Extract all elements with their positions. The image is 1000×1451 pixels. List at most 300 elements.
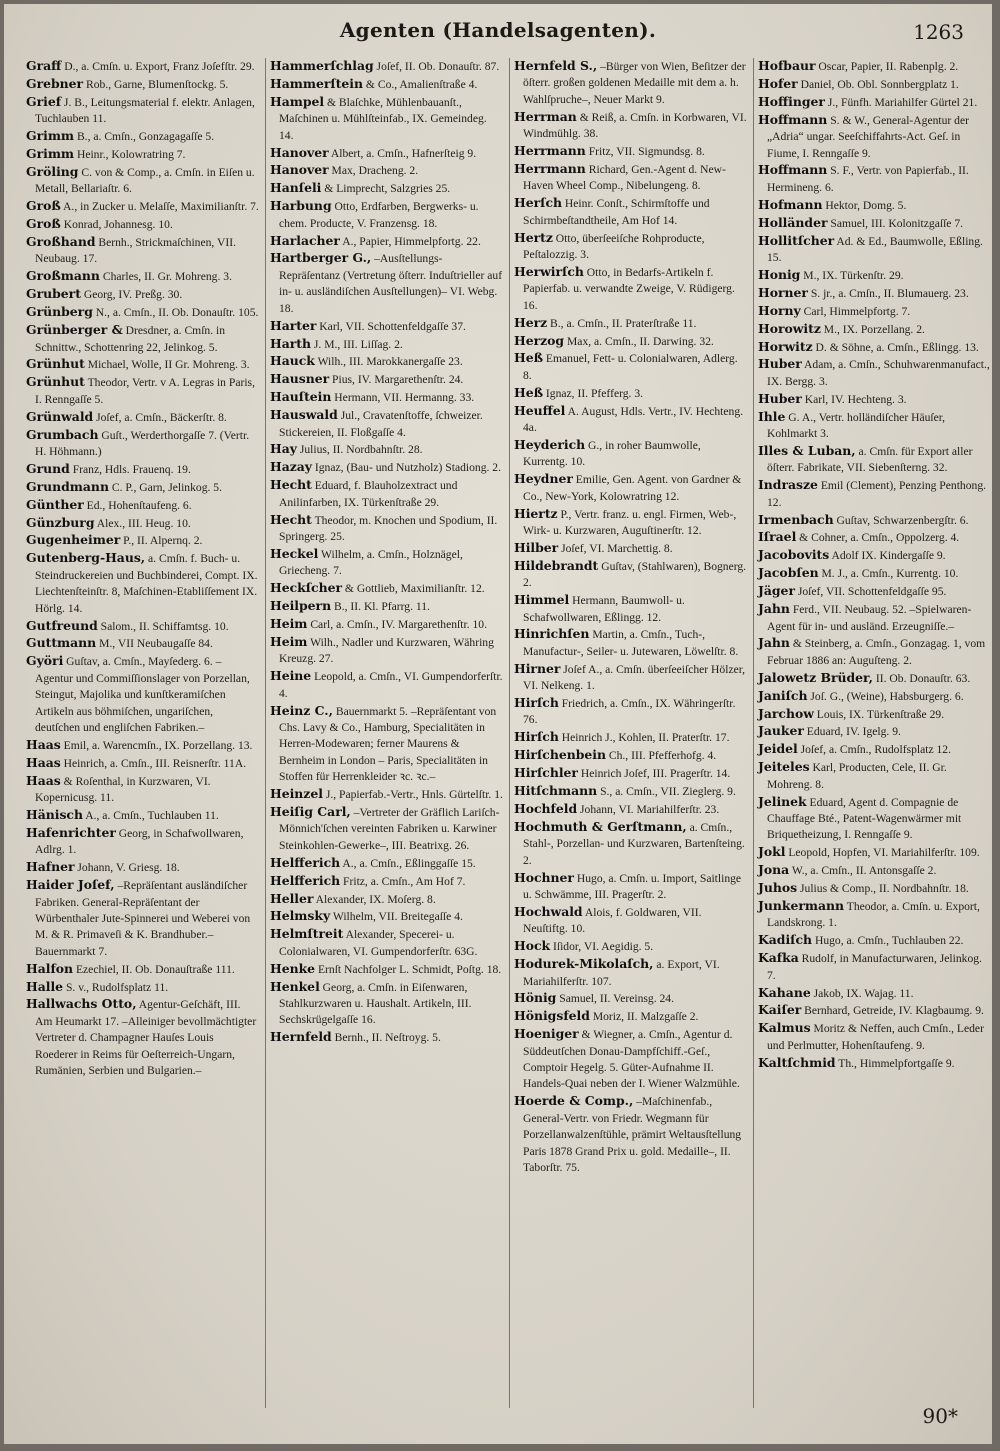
entry-details: P., Vertr. franz. u. engl. Firmen, Web-, Wirk- u. Kurzwaren, Auguſtinerſtr. 12. [523, 507, 737, 537]
directory-entry [758, 880, 991, 897]
directory-entry [758, 512, 991, 529]
entry-details: Joſef, VII. Schottenfeldgaſſe 95. [794, 585, 947, 599]
entry-name: Heckſcher [270, 580, 343, 596]
entry-name: Hönigsfeld [514, 1008, 590, 1024]
entry-details: –Bürger von Wien, Beſitzer der öſterr. großen goldenen Medaille mit dem a. h. Wahlſpruche–, Neuer Markt 9. [523, 60, 746, 106]
entry-name: Hirner [514, 660, 561, 676]
directory-entry [514, 385, 747, 402]
entry-name: Hauſtein [270, 389, 332, 405]
directory-entry [270, 94, 503, 144]
entry-details: Franz, Hdls. Frauenq. 19. [69, 462, 191, 476]
entry-name: Herz [514, 314, 548, 330]
directory-entry [758, 601, 991, 635]
entry-name: Haas [26, 772, 61, 788]
directory-entry [514, 540, 747, 557]
entry-details: C. von & Comp., a. Cmſn. in Eiſen u. Metall, Bellariaſtr. 6. [35, 165, 255, 196]
entry-details: Heinrich, a. Cmſn., III. Reisnerſtr. 11A. [60, 756, 247, 770]
directory-entry [514, 870, 747, 904]
entry-name: Heim [270, 616, 308, 631]
entry-details: Max, Dracheng. 2. [328, 164, 419, 178]
directory-entry [758, 635, 991, 669]
entry-details: Eduard, f. Blauholzextract und Anilinfarben, IX. Türkenſtraße 29. [279, 479, 458, 509]
entry-name: Hertz [514, 229, 553, 245]
entry-details: Rudolf, in Manufacturwaren, Jelinkog. 7. [767, 952, 982, 982]
directory-entry [26, 979, 259, 996]
entry-name: Guttmann [26, 635, 97, 651]
entry-name: Jokl [758, 844, 786, 860]
entry-details: Adolf IX. Kindergaſſe 9. [829, 549, 946, 563]
entry-details: Emil, a. Warencmſn., IX. Porzellang. 13. [60, 738, 253, 752]
entry-name: Hammerſchlag [270, 58, 374, 73]
entry-name: Groß [26, 198, 61, 214]
directory-entry [26, 286, 259, 303]
entry-details: Hermann, VII. Hermanng. 33. [331, 391, 475, 405]
entry-name: Hammerſtein [270, 75, 364, 91]
directory-entry [270, 145, 503, 162]
entry-name: Hirſch [514, 729, 559, 745]
directory-entry [514, 695, 747, 729]
entry-details: Hermann, Baumwoll- u. Schafwollwaren, Eßlingg. 12. [523, 594, 685, 624]
entry-name: Huber [758, 390, 802, 406]
entry-details: Heinr. Conſt., Schirmſtoffe und Schirmbeſtandtheile, Am Hof 14. [523, 197, 710, 227]
entry-details: a. Export, VI. Mariahilferſtr. 107. [523, 958, 720, 988]
directory-entry [514, 471, 747, 505]
directory-entry [758, 391, 991, 408]
entry-name: Hernfeld S., [514, 58, 598, 73]
entry-name: Heinzel [270, 786, 323, 802]
entry-details: Ferd., VII. Neubaug. 52. –Spielwaren-Agent für in- und ausländ. Erzeugniſſe.– [767, 603, 972, 633]
entry-name: Grünberger & [26, 322, 123, 338]
entry-details: Heinr., Kolowratring 7. [74, 148, 186, 162]
entry-name: Harbung [270, 198, 332, 214]
entry-details: A., a. Cmſn., Tuchlauben 11. [82, 808, 219, 822]
entry-name: Hartberger G., [270, 250, 372, 266]
entry-details: Alexander, IX. Moſerg. 8. [313, 892, 436, 906]
entry-details: Jakob, IX. Wajag. 11. [810, 986, 914, 1000]
entry-details: –Vertreter der Gräflich Lariſch-Mönnich'ſchen vereinten Fabriken u. Karwiner Steinkohlen-Gewerke–, III. Beatrixg. 26. [279, 805, 500, 852]
sheet-signature: 90* [922, 1404, 958, 1428]
directory-entry [26, 374, 259, 408]
column-4 [753, 58, 991, 1408]
directory-entry [26, 479, 259, 496]
entry-name: Horner [758, 284, 808, 300]
entry-name: Harter [270, 317, 317, 333]
directory-entry [26, 234, 259, 268]
entry-name: Jacobovits [758, 547, 830, 563]
entry-details: A., Papier, Himmelpfortg. 22. [339, 234, 481, 248]
entry-name: Hofbaur [758, 58, 816, 73]
entry-name: Kaiſer [758, 1002, 802, 1018]
entry-details: D., a. Cmſn. u. Export, Franz Joſefſtr. 29. [61, 60, 255, 73]
directory-entry [758, 321, 991, 338]
entry-details: Emil (Clement), Penzing Penthong. 12. [767, 479, 987, 509]
entry-details: J. M., III. Liſſag. 2. [311, 337, 403, 351]
directory-entry [270, 961, 503, 978]
directory-entry [270, 353, 503, 370]
entry-name: Grünberg [26, 304, 93, 320]
entry-name: Hiertz [514, 505, 558, 521]
entry-details: Carl, Himmelpfortg. 7. [800, 304, 911, 318]
entry-name: Heckel [270, 545, 319, 561]
directory-entry [270, 318, 503, 335]
directory-entry [758, 670, 991, 687]
entry-details: –Ausſtellungs-Repräſentanz (Vertretung öſterr. Induſtrieller auf in- u. ausländiſchen Ausſtellungen)– VI. Webg. 18. [279, 252, 503, 315]
directory-entry [514, 558, 747, 592]
entry-details: Ernſt Nachfolger L. Schmidt, Poſtg. 18. [315, 962, 502, 976]
entry-name: Haas [26, 754, 61, 770]
entry-details: Oscar, Papier, II. Rabenplg. 2. [815, 60, 959, 73]
entry-details: Joſef A., a. Cmſn. überſeeiſcher Hölzer, VI. Nelkeng. 1. [523, 662, 746, 693]
directory-entry [270, 703, 503, 786]
directory-entry [758, 197, 991, 214]
entry-details: G. A., Vertr. holländiſcher Häuſer, Kohlmarkt 3. [767, 410, 946, 441]
entry-name: Herſch [514, 195, 563, 211]
entry-name: Grünhut [26, 374, 85, 390]
directory-entry [26, 497, 259, 514]
entry-details: Karl, Producten, Cele, II. Gr. Mohreng. 8. [767, 761, 947, 791]
directory-entry [270, 441, 503, 458]
entry-details: Wilh., Nadler und Kurzwaren, Währing Kreuzg. 27. [279, 635, 494, 666]
entry-name: Hauck [270, 353, 315, 369]
directory-entry [514, 1093, 747, 1176]
directory-entry [758, 759, 991, 793]
column-3 [509, 58, 747, 1408]
entry-details: & Steinberg, a. Cmſn., Gonzagag. 1, vom Februar 1886 an: Auguſteng. 2. [767, 637, 986, 667]
entry-details: Leopold, a. Cmſn., VI. Gumpendorferſtr. 4. [279, 670, 503, 700]
entry-name: Jäger [758, 583, 795, 599]
entry-details: Joſef, II. Ob. Donauſtr. 87. [373, 60, 500, 73]
directory-entry [758, 1020, 991, 1054]
entry-name: Hafenrichter [26, 824, 116, 840]
entry-name: Kahane [758, 984, 811, 1000]
directory-entry [758, 529, 991, 546]
entry-name: Hanover [270, 162, 329, 178]
entry-details: Emilie, Gen. Agent. von Gardner & Co., New-York, Kolowratring 12. [523, 473, 742, 503]
directory-entry [270, 786, 503, 803]
entry-details: & Limprecht, Salzgries 25. [321, 182, 451, 196]
entry-details: S. jr., a. Cmſn., II. Blumauerg. 23. [807, 286, 969, 300]
directory-entry [514, 350, 747, 384]
entry-details: & Cohner, a. Cmſn., Oppolzerg. 4. [796, 531, 960, 545]
directory-entry [514, 437, 747, 471]
entry-details: & Roſenthal, in Kurzwaren, VI. Kopernicusg. 11. [35, 774, 211, 805]
entry-name: Gröling [26, 163, 79, 179]
entry-name: Hänisch [26, 806, 83, 822]
entry-details: Wilh., III. Marokkanergaſſe 23. [314, 355, 463, 369]
entry-details: Hugo, a. Cmſn., Tuchlauben 22. [812, 934, 964, 948]
entry-name: Indrasze [758, 477, 818, 493]
directory-entry [26, 755, 259, 772]
entry-details: A. August, Hdls. Vertr., IV. Hechteng. 4a. [523, 404, 744, 435]
entry-name: Hirſchler [514, 765, 578, 781]
entry-name: Hoffmann [758, 162, 828, 178]
entry-details: Theodor, a. Cmſn. u. Export, Landskrong. 1. [767, 900, 980, 930]
entry-details: B., a. Cmſn., II. Praterſtraße 11. [547, 316, 697, 330]
directory-entry [514, 161, 747, 195]
entry-name: Janiſch [758, 687, 808, 703]
directory-entry [26, 996, 259, 1079]
entry-name: Horny [758, 302, 801, 318]
entry-details: Ed., Hohenſtaufeng. 6. [83, 498, 192, 512]
directory-entry [758, 862, 991, 879]
entry-name: Honig [758, 266, 801, 282]
directory-entry [26, 737, 259, 754]
entry-details: a. Cmſn., Stahl-, Porzellan- und Kurzwaren, Bartenſteing. 2. [523, 820, 745, 867]
entry-name: Heyderich [514, 436, 586, 452]
directory-entry [26, 859, 259, 876]
entry-name: Hochfeld [514, 800, 578, 816]
entry-details: Ad. & Ed., Baumwolle, Eßling. 15. [767, 234, 983, 264]
directory-entry [270, 180, 503, 197]
entry-details: Adam, a. Cmſn., Schuhwarenmanufact., IX. Bergg. 3. [767, 358, 990, 388]
entry-details: Johann, VI. Mariahilferſtr. 23. [577, 802, 720, 816]
entry-name: Helfferich [270, 854, 341, 870]
entry-name: Hinrichſen [514, 626, 590, 642]
entry-details: Julius & Comp., II. Nordbahnſtr. 18. [797, 882, 969, 896]
entry-name: Grubert [26, 286, 81, 302]
entry-name: Jacobſen [758, 565, 819, 581]
entry-name: Heiſig Carl, [270, 803, 351, 819]
directory-entry [270, 233, 503, 250]
entry-name: Heß [514, 384, 544, 400]
entry-details: Ignaz, (Bau- und Nutzholz) Stadiong. 2. [312, 461, 501, 475]
directory-entry [758, 76, 991, 93]
entry-name: Hofmann [758, 196, 823, 212]
entry-name: Hochmuth & Gerſtmann, [514, 818, 687, 834]
entry-name: Jahn [758, 601, 790, 617]
directory-entry [270, 162, 503, 179]
entry-name: Helmſtreit [270, 926, 344, 942]
entry-name: Günther [26, 496, 84, 512]
entry-details: Bernh., Strickmaſchinen, VII. Neubaug. 17. [35, 236, 236, 266]
directory-entry [26, 76, 259, 93]
entry-name: Grumbach [26, 426, 99, 442]
entry-name: Grimm [26, 128, 75, 144]
entry-details: Hektor, Domg. 5. [822, 198, 907, 212]
directory-entry [26, 94, 259, 128]
entry-details: M., IX. Türkenſtr. 29. [800, 268, 904, 282]
directory-entry [270, 198, 503, 232]
entry-name: Grief [26, 93, 62, 109]
entry-details: Dresdner, a. Cmſn. in Schnittw., Schottenring 22, Jelinkog. 5. [35, 324, 226, 354]
directory-entry [514, 783, 747, 800]
directory-entry [26, 961, 259, 978]
directory-entry [514, 58, 747, 108]
entry-details: Leopold, Hopfen, VI. Mariahilferſtr. 109. [785, 846, 980, 860]
entry-details: Ch., III. Pfefferhofg. 4. [605, 749, 717, 763]
entry-details: Heinrich J., Kohlen, II. Praterſtr. 17. [558, 731, 730, 745]
entry-name: Grundmann [26, 478, 109, 494]
entry-details: II. Ob. Donauſtr. 63. [872, 671, 971, 685]
entry-name: Heinz C., [270, 702, 333, 718]
entry-details: A., in Zucker u. Melaſſe, Maximilianſtr. 7. [60, 200, 259, 214]
entry-name: Irmenbach [758, 511, 834, 527]
entry-name: Illes & Luban, [758, 442, 856, 458]
directory-entry [758, 565, 991, 582]
entry-details: Michael, Wolle, II Gr. Mohreng. 3. [84, 358, 250, 372]
directory-entry [270, 979, 503, 1029]
directory-entry [514, 661, 747, 695]
entry-name: Grimm [26, 146, 75, 162]
entry-details: S. F., Vertr. von Papierfab., II. Hermineng. 6. [767, 164, 969, 194]
directory-entry [270, 616, 503, 633]
entry-details: Heinrich Joſef, III. Pragerſtr. 14. [577, 767, 731, 781]
entry-details: Richard, Gen.-Agent d. New-Haven Wheel Comp., Nibelungeng. 8. [523, 162, 726, 193]
entry-name: Groß [26, 216, 61, 232]
entry-details: M., VII Neubaugaſſe 84. [96, 637, 213, 651]
entry-details: J. B., Leitungsmaterial f. elektr. Anlagen, Tuchlauben 11. [35, 95, 255, 126]
directory-entry [270, 546, 503, 580]
entry-details: Georg, in Schafwollwaren, Adlrg. 1. [35, 826, 244, 857]
directory-entry [758, 898, 991, 932]
entry-name: Heilpern [270, 598, 332, 614]
entry-details: Joſef, a. Cmſn., Bäckerſtr. 8. [93, 410, 227, 424]
directory-entry [26, 198, 259, 215]
entry-name: Hampel [270, 93, 325, 109]
directory-entry [514, 230, 747, 264]
entry-details: Guſt., Werderthorgaſſe 7. (Vertr. H. Höhmann.) [35, 428, 250, 458]
entry-name: Hay [270, 441, 297, 457]
directory-entry [758, 844, 991, 861]
entry-name: Hochwald [514, 903, 583, 919]
directory-entry [514, 819, 747, 869]
entry-name: Heine [270, 668, 312, 684]
column-2 [265, 58, 503, 1408]
entry-details: Albert, a. Cmſn., Hafnerſteig 9. [328, 146, 477, 160]
entry-name: Jahn [758, 635, 790, 651]
entry-name: Kalmus [758, 1020, 811, 1036]
directory-entry [26, 532, 259, 549]
entry-details: –Maſchinenfab., General-Vertr. von Friedr. Wegmann für Porzellanwalzenſtühle, prämirt Weltausſtellung Paris 1878 Grand Prix u. gold. Medaille–, II. Taborſtr. 75. [523, 1095, 742, 1174]
directory-entry [270, 873, 503, 890]
entry-name: Hilber [514, 539, 559, 555]
entry-details: S. & W., General-Agentur der „Adria“ ungar. Seeſchiffahrts-Act. Geſ. in Fiume, I. Renngaſſe 9. [767, 113, 969, 160]
directory-entry [758, 706, 991, 723]
entry-details: J., Fünfh. Mariahilfer Gürtel 21. [824, 95, 978, 109]
entry-details: & Blaſchke, Mühlenbauanſt., Maſchinen u. Mühlſteinfab., IX. Gemeindeg. 14. [279, 95, 487, 142]
entry-name: Hoffmann [758, 111, 828, 127]
entry-details: W., a. Cmſn., II. Antonsgaſſe 2. [789, 864, 937, 878]
entry-name: Kafka [758, 950, 799, 966]
page-title: Agenten (Handelsagenten). [339, 18, 657, 42]
directory-entry [514, 333, 747, 350]
directory-entry [270, 512, 503, 546]
entry-name: Herrmann [514, 160, 586, 176]
entry-details: Georg, a. Cmſn. in Eiſenwaren, Stahlkurzwaren u. Haushalt. Artikeln, III. Sechskrügelgaſſe 16. [279, 980, 472, 1027]
entry-details: Friedrich, a. Cmſn., IX. Währingerſtr. 76. [523, 697, 736, 727]
entry-name: Hanſeli [270, 180, 322, 196]
directory-entry [758, 356, 991, 390]
entry-details: Daniel, Ob. Obl. Sonnbergplatz 1. [797, 77, 959, 91]
entry-details: N., a. Cmſn., II. Ob. Donauſtr. 105. [92, 306, 259, 320]
directory-entry [758, 1002, 991, 1019]
directory-entry [758, 932, 991, 949]
entry-details: G., in roher Baumwolle, Kurrentg. 10. [523, 438, 701, 469]
entry-name: Hafner [26, 859, 75, 875]
directory-entry [26, 128, 259, 145]
directory-entry [514, 592, 747, 626]
entry-name: Jona [758, 862, 790, 878]
directory-entry [514, 506, 747, 540]
directory-entry [758, 267, 991, 284]
directory-entry [758, 443, 991, 477]
directory-entry [758, 285, 991, 302]
directory-entry [270, 855, 503, 872]
directory-entry [270, 1029, 503, 1046]
entry-name: Heim [270, 633, 308, 649]
entry-name: Hirſch [514, 695, 559, 711]
entry-name: Henkel [270, 978, 320, 994]
entry-details: Moriz, II. Malzgaſſe 2. [589, 1010, 699, 1024]
directory-entry [758, 583, 991, 600]
entry-details: Joſef, VI. Marchettig. 8. [558, 541, 673, 555]
entry-name: Hoerde & Comp., [514, 1093, 634, 1109]
entry-name: Gugenheimer [26, 532, 121, 548]
directory-entry [270, 407, 503, 441]
directory-entry [514, 315, 747, 332]
entry-name: Hazay [270, 459, 312, 475]
entry-details: D. & Söhne, a. Cmſn., Eßlingg. 13. [812, 340, 979, 354]
entry-name: Jeidel [758, 741, 798, 757]
entry-details: Hugo, a. Cmſn. u. Import, Saitlinge u. Schwämme, III. Pragerſtr. 2. [523, 871, 742, 901]
directory-entry [514, 990, 747, 1007]
entry-details: B., II. Kl. Pfarrg. 11. [331, 600, 430, 614]
directory-entry [26, 427, 259, 461]
entry-details: Ignaz, II. Pfefferg. 3. [543, 386, 644, 400]
entry-details: Joſef, a. Cmſn., Rudolfsplatz 12. [797, 743, 951, 757]
directory-entry [270, 459, 503, 476]
directory-entry [514, 729, 747, 746]
entry-name: Heydner [514, 471, 573, 487]
entry-details: Agentur-Geſchäft, III. Am Heumarkt 17. –Alleiniger bevollmächtigter Vertreter d. Champagner Hauſes Louis Roederer in Reims für Oeſterreich-Ungarn, Rumänien, Serbien und Bulgarien.– [35, 998, 257, 1078]
entry-name: Grund [26, 460, 70, 476]
entry-name: Grünhut [26, 356, 85, 372]
entry-name: Györi [26, 653, 64, 669]
entry-name: Holländer [758, 214, 828, 230]
directory-entry [758, 688, 991, 705]
entry-name: Helfferich [270, 872, 341, 888]
directory-entry [514, 109, 747, 143]
entry-details: Max, a. Cmſn., II. Darwing. 32. [564, 334, 714, 348]
directory-entry [270, 250, 503, 317]
entry-details: Georg, IV. Preßg. 30. [80, 288, 183, 302]
entry-name: Herwirſch [514, 263, 584, 279]
directory-entry [758, 985, 991, 1002]
entry-details: Joſ. G., (Weine), Habsburgerg. 6. [807, 689, 964, 703]
directory-entry [270, 926, 503, 960]
entry-name: Gutenberg-Haus, [26, 550, 146, 566]
entry-name: Henke [270, 960, 316, 976]
directory-entry [270, 336, 503, 353]
directory-entry [26, 877, 259, 960]
entry-details: Theodor, Vertr. v A. Legras in Paris, I. Renngaſſe 5. [35, 376, 255, 406]
directory-entry [26, 304, 259, 321]
entry-name: Heller [270, 890, 314, 906]
entry-name: Hildebrandt [514, 557, 599, 573]
page-header [4, 18, 992, 58]
directory-entry [514, 143, 747, 160]
entry-details: Bernhard, Getreide, IV. Klagbaumg. 9. [801, 1004, 984, 1018]
directory-entry [758, 1055, 991, 1072]
directory-entry [514, 904, 747, 938]
entry-details: Iſidor, VI. Aegidig. 5. [550, 940, 654, 954]
directory-entry [26, 618, 259, 635]
entry-name: Herrman [514, 108, 577, 124]
entry-name: Hodurek-Mikolaſch, [514, 956, 654, 972]
entry-name: Hecht [270, 511, 312, 527]
entry-name: Jeiteles [758, 759, 810, 775]
directory-entry [270, 598, 503, 615]
